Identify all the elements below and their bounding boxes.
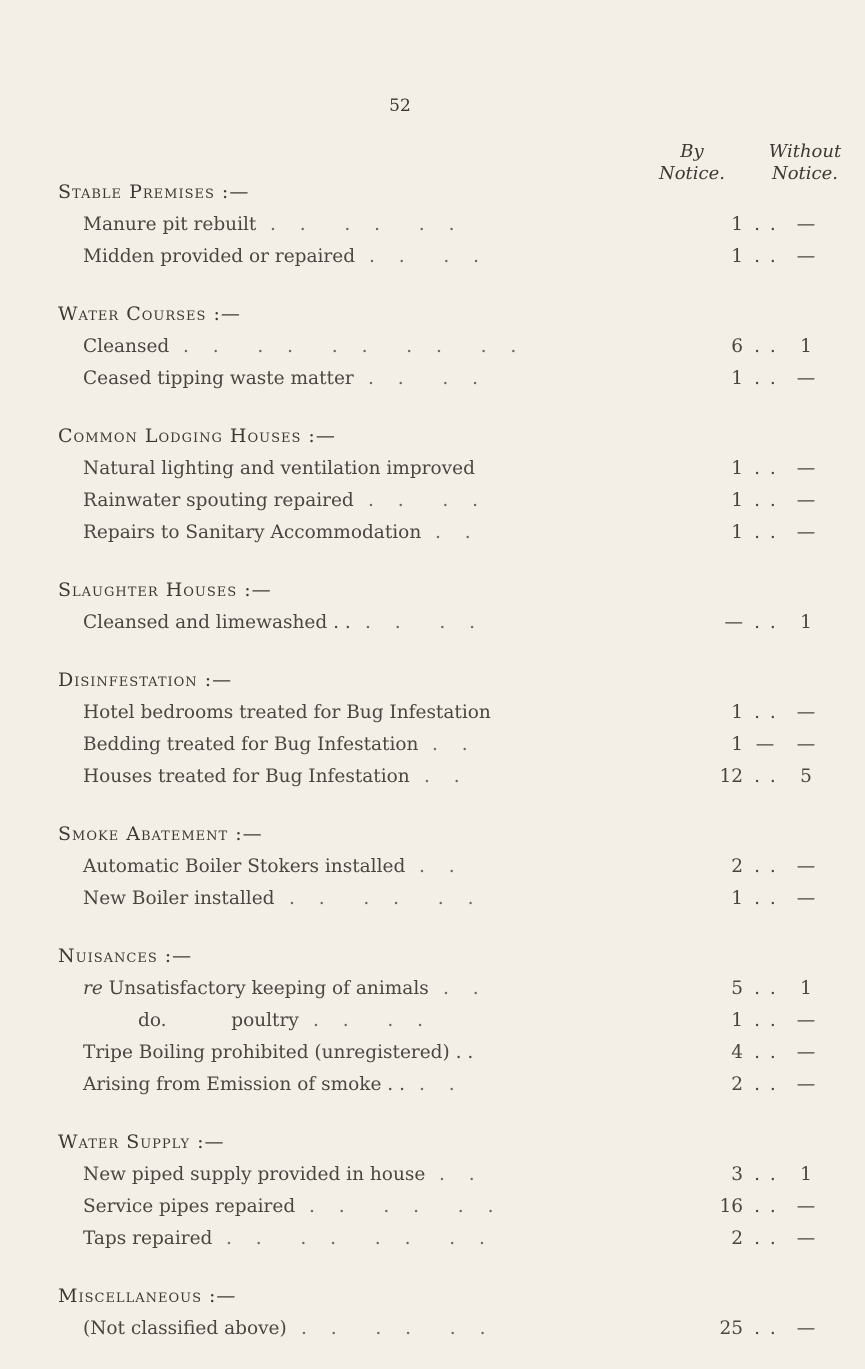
row-label: [83, 209, 256, 241]
row-leader-dots: . . . .: [313, 1010, 433, 1031]
by-notice-value: 4: [731, 1042, 743, 1063]
section: [58, 419, 816, 549]
row-label-text: Cleansed: [83, 336, 170, 357]
without-notice-header-line1: Without: [768, 141, 842, 162]
column-separator: . .: [754, 336, 778, 357]
row-label: [83, 851, 405, 883]
row-leader-dots: . . . . . .: [301, 1318, 495, 1339]
row-label: [83, 1223, 212, 1255]
without-notice-value: —: [796, 734, 816, 755]
without-notice-value: —: [796, 214, 816, 235]
without-notice-value: —: [796, 522, 816, 543]
row-label: [83, 331, 169, 363]
row-leader-dots: . . . .: [365, 612, 485, 633]
row-label-text: do. poultry: [138, 1010, 299, 1031]
table-row: [58, 851, 816, 883]
table-row: [58, 697, 816, 729]
by-notice-value: 1: [731, 490, 743, 511]
without-notice-value: —: [796, 368, 816, 389]
column-separator: . .: [754, 368, 778, 389]
by-notice-value: 1: [731, 246, 743, 267]
row-label: [83, 1191, 295, 1223]
without-notice-value: —: [796, 1318, 816, 1339]
row-leader-dots: . . . . . . . . . .: [183, 336, 526, 357]
row-label-text: Ceased tipping waste matter: [83, 368, 354, 389]
section-title: Smoke Abatement :—: [58, 823, 263, 845]
by-notice-value: 1: [731, 214, 743, 235]
section-title: Water Supply :—: [58, 1131, 225, 1153]
without-notice-value: 1: [800, 1164, 812, 1185]
table-row: [58, 729, 816, 761]
section: [58, 297, 816, 395]
by-notice-value: 1: [731, 734, 743, 755]
table-row: [58, 453, 816, 485]
row-label-text: Natural lighting and ventilation improved: [83, 458, 475, 479]
by-notice-value: 2: [731, 1074, 743, 1095]
without-notice-value: 1: [800, 612, 812, 633]
table-row: [58, 331, 812, 363]
section: [58, 1125, 816, 1255]
row-leader-dots: . . . . . . . .: [226, 1228, 494, 1249]
table-row: [58, 1313, 816, 1345]
without-notice-value: —: [796, 246, 816, 267]
table-row: [58, 1223, 816, 1255]
column-separator: . .: [754, 766, 778, 787]
by-notice-value: 3: [731, 1164, 743, 1185]
without-notice-value: —: [796, 888, 816, 909]
row-label: [83, 241, 355, 273]
row-label-text: Arising from Emission of smoke . .: [83, 1074, 405, 1095]
row-label-text: Automatic Boiler Stokers installed: [83, 856, 406, 877]
table-row: [58, 973, 812, 1005]
row-leader-dots: . . . .: [368, 490, 488, 511]
row-leader-dots: . . . . . .: [289, 888, 483, 909]
section-title: Stable Premises :—: [58, 181, 250, 203]
row-label: [83, 697, 491, 729]
section: [58, 817, 816, 915]
section-title: Nuisances :—: [58, 945, 193, 967]
row-leader-dots: . .: [432, 734, 477, 755]
without-notice-column-header: [745, 141, 865, 185]
section: [58, 573, 812, 639]
row-label: [83, 607, 351, 639]
by-notice-value: 16: [719, 1196, 743, 1217]
section: [58, 1279, 816, 1345]
section-title: Water Courses :—: [58, 303, 241, 325]
by-notice-value: 6: [731, 336, 743, 357]
without-notice-value: —: [796, 856, 816, 877]
column-separator: . .: [754, 246, 778, 267]
column-separator: . .: [754, 490, 778, 511]
column-separator: . .: [754, 888, 778, 909]
by-notice-value: 1: [731, 1010, 743, 1031]
by-notice-header-line1: By: [680, 141, 704, 162]
column-separator: . .: [754, 856, 778, 877]
section-title: Common Lodging Houses :—: [58, 425, 336, 447]
row-label-text: New piped supply provided in house: [83, 1164, 426, 1185]
column-separator: . .: [754, 214, 778, 235]
row-label: [83, 363, 354, 395]
by-notice-value: 1: [731, 368, 743, 389]
without-notice-value: —: [796, 458, 816, 479]
row-label: [83, 1159, 425, 1191]
row-label: [83, 973, 429, 1005]
by-notice-value: 2: [731, 1228, 743, 1249]
row-label: [138, 1005, 299, 1037]
by-notice-header-line2: Notice.: [658, 163, 726, 184]
row-label: [83, 1037, 473, 1069]
row-leader-dots: . .: [439, 1164, 484, 1185]
section-title: Disinfestation :—: [58, 669, 233, 691]
row-label-prefix: re: [83, 978, 103, 999]
row-label: [83, 1313, 287, 1345]
column-separator: . .: [754, 1164, 778, 1185]
without-notice-value: —: [796, 1010, 816, 1031]
table-row: [58, 517, 816, 549]
column-separator: . .: [754, 1010, 778, 1031]
row-label: [83, 485, 354, 517]
column-separator: . .: [754, 1074, 778, 1095]
table-row: [58, 1069, 816, 1101]
row-leader-dots: . . . . . .: [309, 1196, 503, 1217]
by-notice-value: 1: [731, 458, 743, 479]
row-label-text: Taps repaired: [83, 1228, 213, 1249]
without-notice-value: —: [796, 702, 816, 723]
row-label-text: (Not classified above): [83, 1318, 287, 1339]
column-separator: . .: [754, 522, 778, 543]
table-row: [58, 607, 812, 639]
row-label-text: Unsatisfactory keeping of animals: [102, 978, 429, 999]
row-label: [83, 1069, 405, 1101]
by-notice-value: 1: [731, 522, 743, 543]
table-row: [58, 883, 816, 915]
by-notice-value: 25: [719, 1318, 743, 1339]
column-separator: . .: [754, 1196, 778, 1217]
row-leader-dots: . .: [419, 856, 464, 877]
row-label: [83, 761, 410, 793]
row-leader-dots: . .: [435, 522, 480, 543]
section: [58, 175, 816, 273]
without-notice-value: —: [796, 1228, 816, 1249]
by-notice-value: —: [724, 612, 743, 633]
column-separator: . .: [754, 1042, 778, 1063]
table-row: [58, 485, 816, 517]
column-separator: —: [755, 734, 777, 755]
section: [58, 663, 816, 793]
without-notice-header-line2: Notice.: [771, 163, 839, 184]
row-label-text: Manure pit rebuilt: [83, 214, 257, 235]
by-notice-value: 12: [719, 766, 743, 787]
column-separator: . .: [754, 1318, 778, 1339]
section-title: Miscellaneous :—: [58, 1285, 237, 1307]
table-row: [58, 761, 812, 793]
row-label: [83, 883, 275, 915]
without-notice-value: —: [796, 1196, 816, 1217]
row-leader-dots: . .: [443, 978, 488, 999]
without-notice-value: 5: [800, 766, 812, 787]
row-label-text: Rainwater spouting repaired: [83, 490, 354, 511]
section-title: Slaughter Houses :—: [58, 579, 272, 601]
row-label-text: Cleansed and limewashed . .: [83, 612, 351, 633]
by-notice-value: 1: [731, 888, 743, 909]
row-label-text: Midden provided or repaired: [83, 246, 356, 267]
column-separator: . .: [754, 458, 778, 479]
row-leader-dots: . .: [419, 1074, 464, 1095]
row-label-text: Houses treated for Bug Infestation: [83, 766, 410, 787]
table-row: [58, 363, 816, 395]
row-leader-dots: . .: [424, 766, 469, 787]
column-separator: . .: [754, 1228, 778, 1249]
row-leader-dots: . . . .: [369, 246, 489, 267]
row-label-text: New Boiler installed: [83, 888, 275, 909]
table-row: [58, 1037, 816, 1069]
column-separator: . .: [754, 702, 778, 723]
table-row: [58, 1159, 812, 1191]
row-label-text: Repairs to Sanitary Accommodation: [83, 522, 422, 543]
without-notice-value: 1: [800, 978, 812, 999]
table-row: [58, 1191, 816, 1223]
page-number: 52: [389, 96, 411, 116]
row-leader-dots: . . . .: [368, 368, 488, 389]
row-label-text: Bedding treated for Bug Infestation: [83, 734, 419, 755]
table-row: [58, 1005, 816, 1037]
report-table: [58, 175, 816, 1369]
column-separator: . .: [754, 978, 778, 999]
row-label-text: Service pipes repaired: [83, 1196, 296, 1217]
without-notice-value: 1: [800, 336, 812, 357]
row-label: [83, 453, 475, 485]
by-notice-value: 2: [731, 856, 743, 877]
by-notice-value: 5: [731, 978, 743, 999]
without-notice-value: —: [796, 1074, 816, 1095]
section: [58, 939, 816, 1101]
row-label: [83, 517, 421, 549]
row-label-text: Tripe Boiling prohibited (unregistered) . .: [83, 1042, 474, 1063]
row-leader-dots: . . . . . .: [270, 214, 464, 235]
table-row: [58, 209, 816, 241]
row-label: [83, 729, 418, 761]
table-row: [58, 241, 816, 273]
column-separator: . .: [754, 612, 778, 633]
without-notice-value: —: [796, 1042, 816, 1063]
without-notice-value: —: [796, 490, 816, 511]
row-label-text: Hotel bedrooms treated for Bug Infestation: [83, 702, 491, 723]
by-notice-value: 1: [731, 702, 743, 723]
